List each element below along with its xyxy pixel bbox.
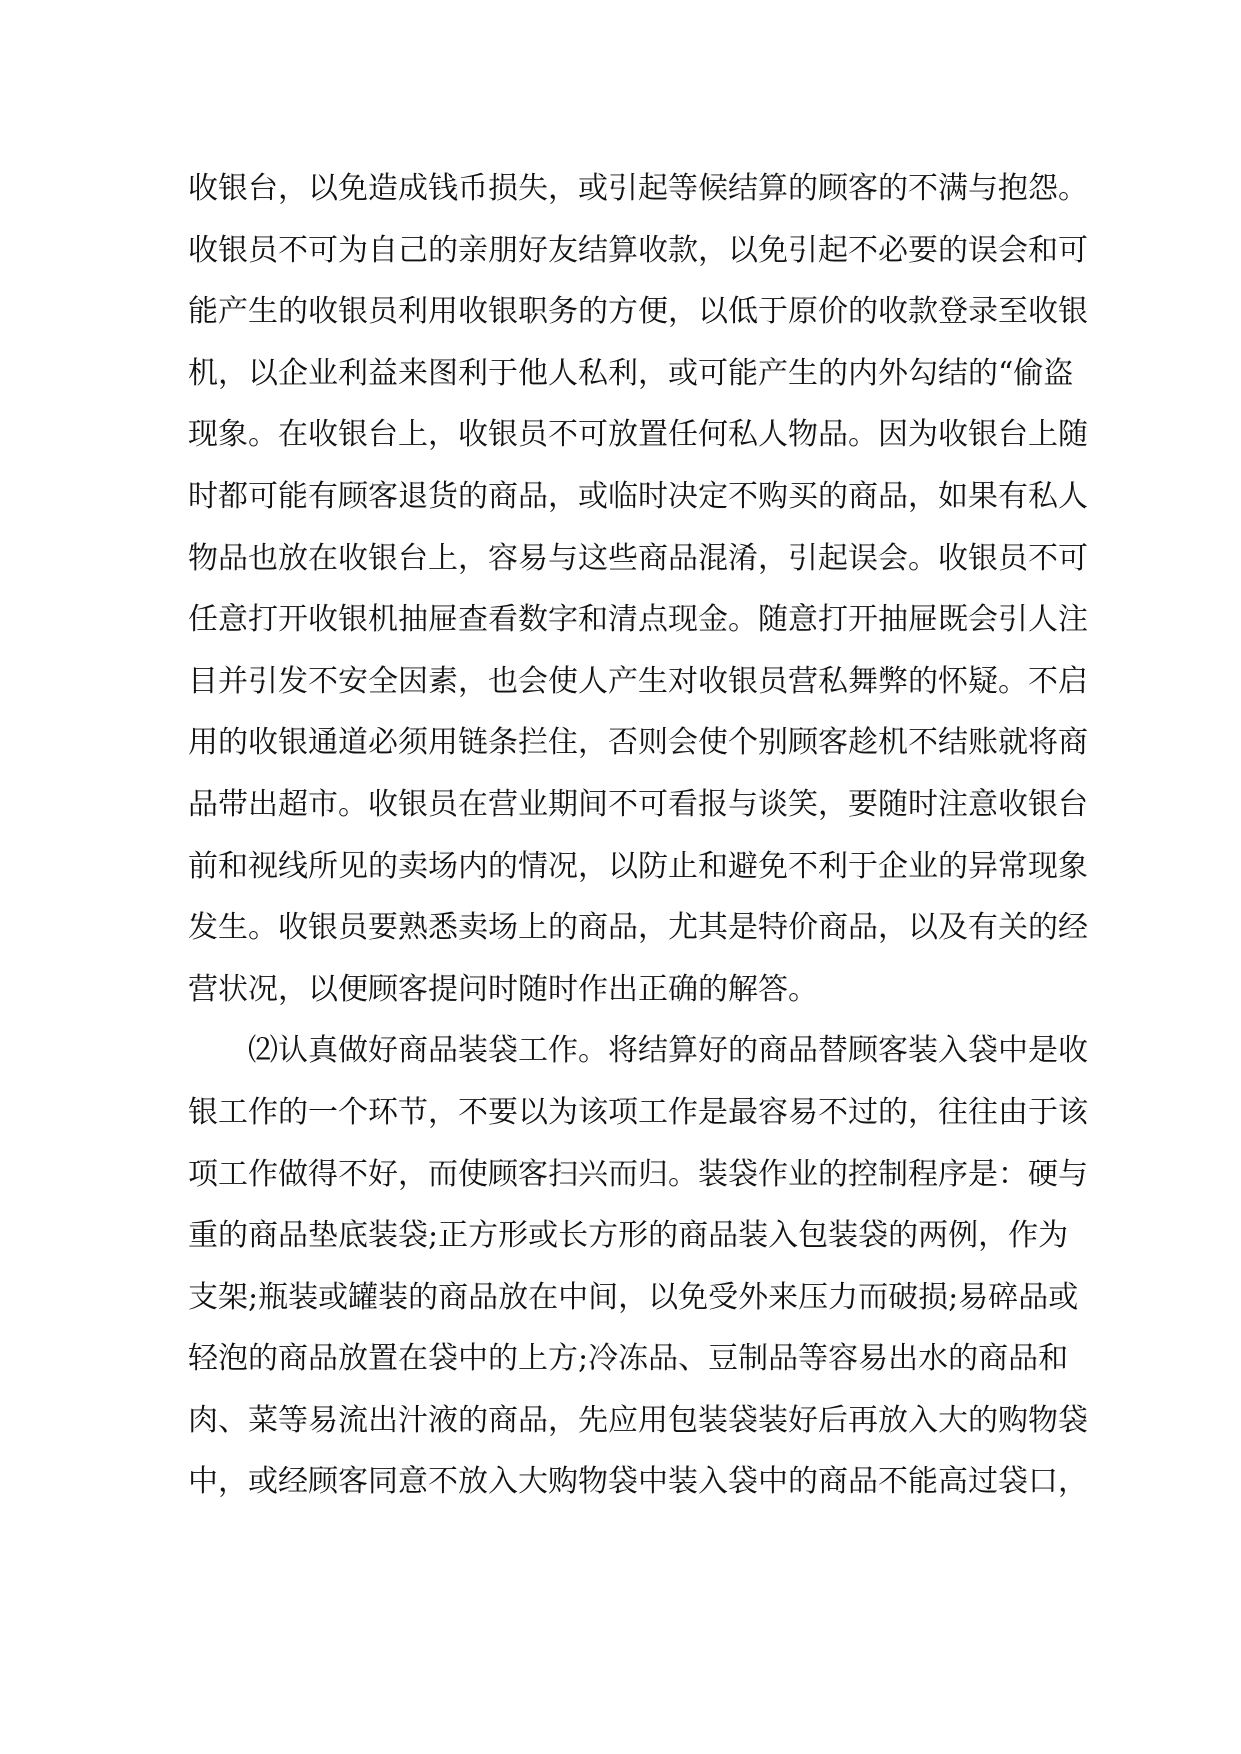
text-line: 目并引发不安全因素，也会使人产生对收银员营私舞弊的怀疑。不启 [188,663,1088,699]
text-line: 物品也放在收银台上，容易与这些商品混淆，引起误会。收银员不可 [188,540,1088,576]
body-text [188,158,1088,1513]
text-line: 时都可能有顾客退货的商品，或临时决定不购买的商品，如果有私人 [188,478,1088,514]
paragraph-start-line: ⑵认真做好商品装袋工作。将结算好的商品替顾客装入袋中是收 [248,1033,1088,1069]
text-line: 支架;瓶装或罐装的商品放在中间，以免受外来压力而破损;易碎品或 [188,1279,1079,1315]
text-line: 轻泡的商品放置在袋中的上方;冷冻品、豆制品等容易出水的商品和 [188,1341,1069,1377]
text-line: 机，以企业利益来图利于他人私利，或可能产生的内外勾结的“偷盗 [188,355,1074,391]
text-line: 收银台，以免造成钱币损失，或引起等候结算的顾客的不满与抱怨。 [188,171,1088,206]
text-line: 用的收银通道必须用链条拦住，否则会使个别顾客趁机不结账就将商 [188,725,1088,761]
text-line: 收银员不可为自己的亲朋好友结算收款，以免引起不必要的误会和可 [188,232,1088,268]
text-line: 任意打开收银机抽屉查看数字和清点现金。随意打开抽屉既会引人注 [188,602,1088,638]
text-line: 能产生的收银员利用收银职务的方便，以低于原价的收款登录至收银 [188,294,1088,330]
text-line: 品带出超市。收银员在营业期间不可看报与谈笑，要随时注意收银台 [188,786,1088,822]
text-line: 前和视线所见的卖场内的情况，以防止和避免不利于企业的异常现象 [188,848,1088,884]
text-line: 重的商品垫底装袋;正方形或长方形的商品装入包装袋的两例，作为 [188,1218,1069,1254]
text-line: 肉、菜等易流出汁液的商品，先应用包装袋装好后再放入大的购物袋 [188,1402,1088,1438]
text-line: 银工作的一个环节，不要以为该项工作是最容易不过的，往往由于该 [188,1094,1088,1130]
text-line: 中，或经顾客同意不放入大购物袋中装入袋中的商品不能高过袋口， [188,1464,1088,1500]
text-line: 发生。收银员要熟悉卖场上的商品，尤其是特价商品，以及有关的经 [188,910,1088,946]
text-line: 现象。在收银台上，收银员不可放置任何私人物品。因为收银台上随 [188,417,1088,453]
paragraph-end-line: 营状况，以便顾客提问时随时作出正确的解答。 [188,971,818,1007]
text-line: 项工作做得不好，而使顾客扫兴而归。装袋作业的控制程序是：硬与 [188,1156,1088,1192]
